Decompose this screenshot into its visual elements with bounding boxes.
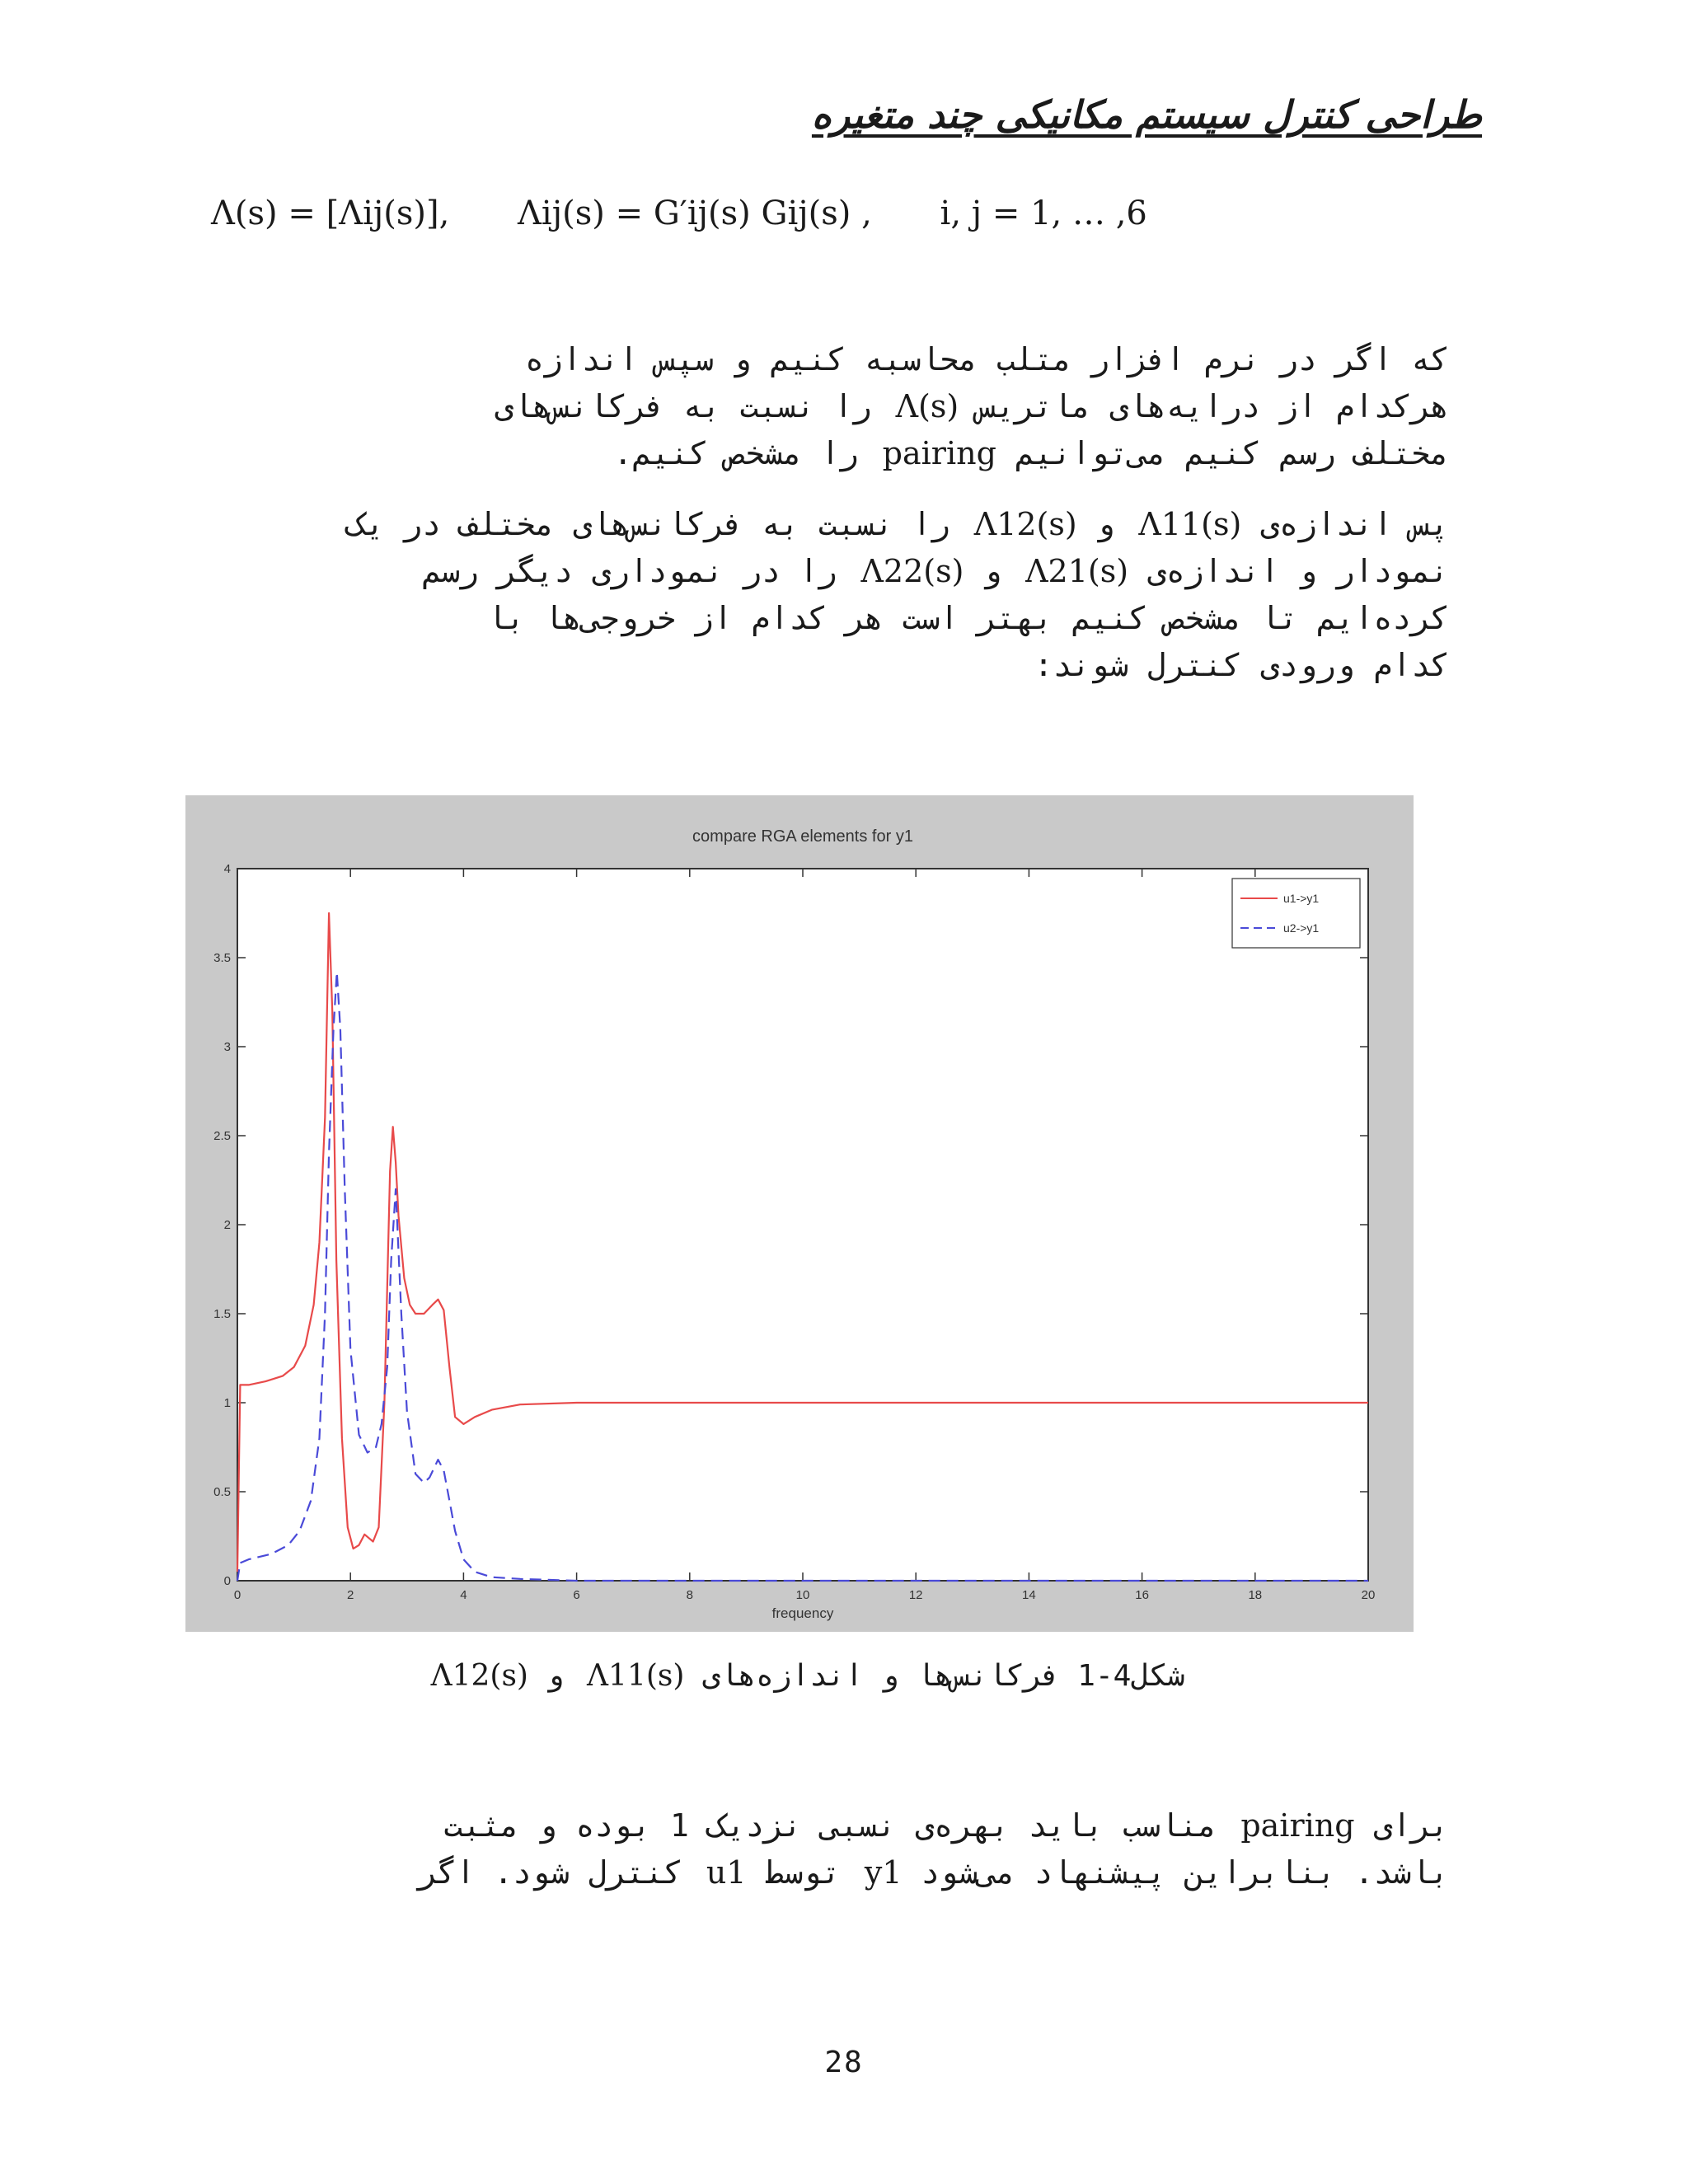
text-run: باشد. بنابراین پیشنهاد می‌شود — [921, 1854, 1449, 1891]
x-tick-label: 12 — [908, 1588, 923, 1602]
math-symbol: Λ12(s) — [973, 506, 1077, 542]
latin-term: pairing — [1240, 1807, 1355, 1844]
y-tick-label: 0 — [223, 1574, 231, 1588]
paragraph-line: کرده‌ایم تا مشخص کنیم بهتر است هر کدام از خروجی‌ها با — [487, 600, 1449, 636]
text-run: را نسبت به فرکانس‌های — [495, 388, 872, 424]
y-tick-label: 3 — [223, 1040, 231, 1054]
paragraph-conclusion — [213, 1802, 1449, 1896]
plot-area — [237, 869, 1368, 1581]
figure-caption — [346, 1659, 1269, 1693]
x-tick-label: 6 — [573, 1588, 580, 1602]
rga-chart — [185, 795, 1414, 1632]
latin-term: pairing — [882, 435, 996, 471]
text-run: توسط — [765, 1854, 841, 1891]
paragraph-line — [213, 548, 1449, 595]
y-tick-label: 4 — [223, 862, 231, 876]
paragraph-intro — [213, 336, 1449, 477]
math-symbol: u1 — [706, 1854, 747, 1891]
text-run: پس اندازه‌ی — [1260, 506, 1449, 542]
y-tick-label: 2.5 — [213, 1129, 231, 1143]
y-tick-label: 3.5 — [213, 951, 231, 965]
paragraph-method — [213, 501, 1449, 689]
x-tick-label: 2 — [347, 1588, 354, 1602]
text-run: مناسب باید بهره‌ی نسبی نزدیک 1 بوده و مثبت — [443, 1807, 1217, 1844]
x-tick-label: 20 — [1361, 1588, 1376, 1602]
x-tick-label: 4 — [460, 1588, 467, 1602]
paragraph-line — [213, 430, 1449, 477]
y-tick-label: 0.5 — [213, 1485, 231, 1499]
text-run: و — [1095, 506, 1115, 542]
text-run: را در نموداری دیگر رسم — [422, 553, 837, 589]
paragraph-line — [213, 383, 1449, 430]
caption-text: و — [546, 1659, 565, 1693]
x-tick-label: 14 — [1022, 1588, 1036, 1602]
text-run: هرکدام از درایه‌های ماتریس — [978, 388, 1449, 424]
x-axis-label: frequency — [771, 1605, 834, 1621]
math-symbol: Λ21(s) — [1025, 553, 1129, 589]
caption-text: فرکانس‌ها و اندازه‌های — [702, 1659, 1060, 1693]
x-tick-label: 10 — [795, 1588, 810, 1602]
paragraph-line — [213, 501, 1449, 548]
x-tick-label: 18 — [1248, 1588, 1263, 1602]
paragraph-line — [213, 1802, 1449, 1849]
formula-rga-matrix: Λ(s) = [Λij(s)], — [211, 194, 450, 232]
math-symbol: y1 — [864, 1854, 903, 1891]
math-symbol: Λ(s) — [895, 388, 959, 424]
page-number: 28 — [824, 2046, 864, 2079]
text-run: کنترل شود. اگر — [418, 1854, 683, 1891]
y-tick-label: 1 — [223, 1396, 231, 1410]
chart-title: compare RGA elements for y1 — [692, 827, 913, 846]
y-tick-label: 1.5 — [213, 1307, 231, 1321]
rga-formula — [211, 194, 1365, 232]
page-header-title: طراحی کنترل سیستم مکانیکی چند متغیره — [811, 92, 1482, 137]
paragraph-line: کدام ورودی کنترل شوند: — [1034, 647, 1449, 683]
x-tick-label: 16 — [1135, 1588, 1149, 1602]
text-run: و — [982, 553, 1002, 589]
math-symbol: Λ12(s) — [430, 1659, 528, 1693]
math-symbol: Λ22(s) — [860, 553, 964, 589]
x-tick-label: 0 — [233, 1588, 241, 1602]
legend-label: u1->y1 — [1283, 892, 1320, 905]
x-tick-label: 8 — [686, 1588, 693, 1602]
paragraph-line — [213, 1849, 1449, 1896]
math-symbol: Λ11(s) — [587, 1659, 685, 1693]
text-run: برای — [1373, 1807, 1449, 1844]
paragraph-line: که اگر در نرم افزار متلب محاسبه کنیم و سپس اندازه — [524, 341, 1449, 377]
legend-box — [1232, 879, 1360, 948]
formula-rga-element: Λij(s) = G′ij(s) Gij(s) , — [518, 194, 872, 232]
math-symbol: Λ11(s) — [1138, 506, 1242, 542]
text-run: نمودار و اندازه‌ی — [1146, 553, 1449, 589]
legend-label: u2->y1 — [1283, 921, 1320, 935]
y-tick-label: 2 — [223, 1218, 231, 1232]
text-run: را مشخص کنیم. — [613, 435, 859, 471]
rga-figure — [185, 795, 1414, 1632]
text-run: را نسبت به فرکانس‌های مختلف در یک — [346, 506, 950, 542]
formula-index-range: i, j = 1, … ,6 — [940, 194, 1147, 232]
caption-label: شکل4-1 — [1077, 1659, 1185, 1693]
text-run: مختلف رسم کنیم می‌توانیم — [1015, 435, 1449, 471]
